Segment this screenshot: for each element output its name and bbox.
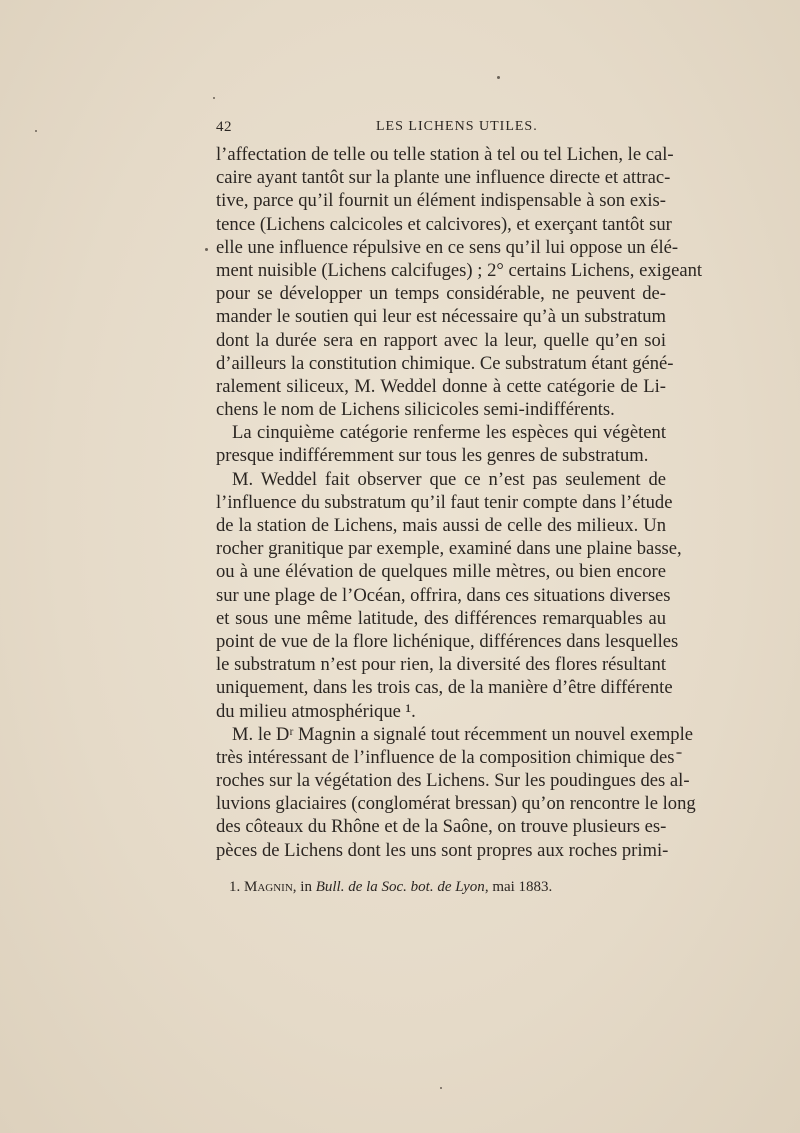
text-line: sur une plage de l’Océan, offrira, dans ces situations diverses bbox=[216, 584, 671, 606]
footnote-journal: Bull. de la Soc. bot. de Lyon bbox=[315, 879, 485, 895]
footnote-author: Magnin bbox=[244, 879, 293, 895]
footnote-number: 1. bbox=[229, 879, 241, 895]
text-line: et sous une même latitude, des différences remarquables au bbox=[216, 607, 666, 629]
text-line: ralement siliceux, M. Weddel donne à cette catégorie de Li- bbox=[216, 375, 666, 397]
paper-speck bbox=[213, 97, 215, 99]
text-line: l’affectation de telle ou telle station à tel ou tel Lichen, le cal- bbox=[216, 144, 674, 165]
text-line: uniquement, dans les trois cas, de la manière d’être différente bbox=[216, 677, 673, 699]
text-line: pour se développer un temps considérable, ne peuvent de- bbox=[216, 283, 666, 305]
text-line: M. le Dʳ Magnin a signalé tout récemment un nouvel exemple bbox=[232, 723, 694, 745]
text-line: M. Weddel fait observer que ce n’est pas seulement de bbox=[232, 468, 666, 490]
footnote bbox=[229, 877, 669, 897]
text-line: du milieu atmosphérique ¹. bbox=[216, 700, 416, 722]
paper-speck bbox=[497, 76, 500, 79]
footnote-pre: , in bbox=[292, 879, 316, 895]
text-line: d’ailleurs la constitution chimique. Ce substratum étant géné- bbox=[216, 352, 674, 374]
text-line: ou à une élévation de quelques mille mètres, ou bien encore bbox=[216, 561, 666, 583]
text-line: pèces de Lichens dont les uns sont propres aux roches primi- bbox=[216, 839, 669, 861]
text-line: point de vue de la flore lichénique, différences dans lesquelles bbox=[216, 630, 679, 652]
text-line: de la station de Lichens, mais aussi de celle des milieux. Un bbox=[216, 515, 666, 536]
paper-speck bbox=[205, 248, 208, 251]
text-line: roches sur la végétation des Lichens. Sur les poudingues des al- bbox=[216, 770, 690, 792]
paper-speck bbox=[35, 130, 37, 132]
running-title: LES LICHENS UTILES. bbox=[376, 119, 538, 134]
text-line: La cinquième catégorie renferme les espèces qui végètent bbox=[232, 422, 666, 444]
text-line: caire ayant tantôt sur la plante une influence directe et attrac- bbox=[216, 167, 671, 189]
text-line: mander le soutien qui leur est nécessaire qu’à un substratum bbox=[216, 306, 666, 328]
text-line: l’influence du substratum qu’il faut tenir compte dans l’étude bbox=[216, 491, 673, 513]
paper-speck bbox=[676, 752, 682, 754]
running-head bbox=[216, 119, 664, 139]
body-text bbox=[216, 143, 703, 862]
paper-speck bbox=[440, 1087, 442, 1089]
text-line: le substratum n’est pour rien, la diversité des flores résultant bbox=[216, 654, 666, 676]
text-line: très intéressant de l’influence de la composition chimique des bbox=[216, 746, 675, 768]
footnote-post: , mai 1883. bbox=[484, 879, 553, 895]
page-number: 42 bbox=[216, 119, 232, 135]
text-line: ment nuisible (Lichens calcifuges) ; 2° certains Lichens, exigeant bbox=[216, 259, 703, 281]
text-line: dont la durée sera en rapport avec la leur, quelle qu’en soi bbox=[216, 329, 666, 351]
text-line: des côteaux du Rhône et de la Saône, on trouve plusieurs es- bbox=[216, 816, 667, 838]
text-line: tence (Lichens calcicoles et calcivores), et exerçant tantôt sur bbox=[216, 213, 672, 235]
text-line: presque indifféremment sur tous les genres de substratum. bbox=[216, 445, 649, 467]
text-line: rocher granitique par exemple, examiné dans une plaine basse, bbox=[216, 538, 682, 560]
text-line: luvions glaciaires (conglomérat bressan) qu’on rencontre le long bbox=[216, 793, 696, 815]
text-line: elle une influence répulsive en ce sens qu’il lui oppose un élé- bbox=[216, 236, 679, 258]
text-line: chens le nom de Lichens silicicoles semi-indifférents. bbox=[216, 399, 615, 421]
text-line: tive, parce qu’il fournit un élément indispensable à son exis- bbox=[216, 190, 666, 212]
